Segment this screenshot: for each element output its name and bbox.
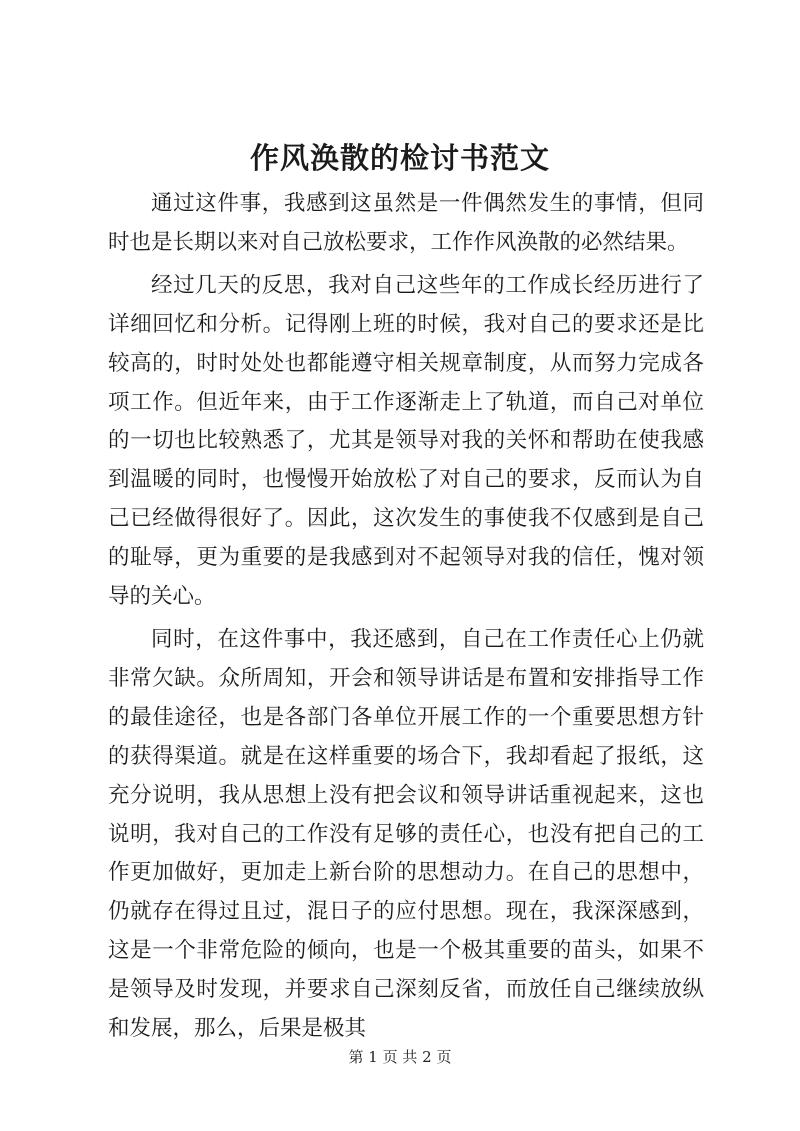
paragraph-2: 经过几天的反思，我对自己这些年的工作成长经历进行了详细回忆和分析。记得刚上班的时候，我对自己的要求还是比较高的，时时处处也都能遵守相关规章制度，从而努力完成各项工作。但近年来，由于工作逐渐走上了轨道，而自己对单位的一切也比较熟悉了，尤其是领导对我的关怀和帮助在使我感到温暖的同时，也慢慢开始放松了对自己的要求，反而认为自己已经做得很好了。因此，这次发生的事使我不仅感到是自己的耻辱，更为重要的是我感到对不起领导对我的信任，愧对领导的关心。 [108,272,704,610]
paragraph-3: 同时，在这件事中，我还感到，自己在工作责任心上仍就非常欠缺。众所周知，开会和领导讲话是布置和安排指导工作的最佳途径，也是各部门各单位开展工作的一个重要思想方针的获得渠道。就是在这样重要的场合下，我却看起了报纸，这充分说明，我从思想上没有把会议和领导讲话重视起来，这也说明，我对自己的工作没有足够的责任心，也没有把自己的工作更加做好，更加走上新台阶的思想动力。在自己的思想中，仍就存在得过且过，混日子的应付思想。现在，我深深感到，这是一个非常危险的倾向，也是一个极其重要的苗头，如果不是领导及时发现，并要求自己深刻反省，而放任自己继续放纵和发展，那么，后果是极其 [108,626,704,1042]
document-body [108,185,704,1049]
document-title: 作风涣散的检讨书范文 [249,141,550,175]
page-footer: 第 1 页 共 2 页 [348,1048,452,1066]
paragraph-1: 通过这件事，我感到这虽然是一件偶然发生的事情，但同时也是长期以来对自己放松要求，工作作风涣散的必然结果。 [108,191,704,255]
